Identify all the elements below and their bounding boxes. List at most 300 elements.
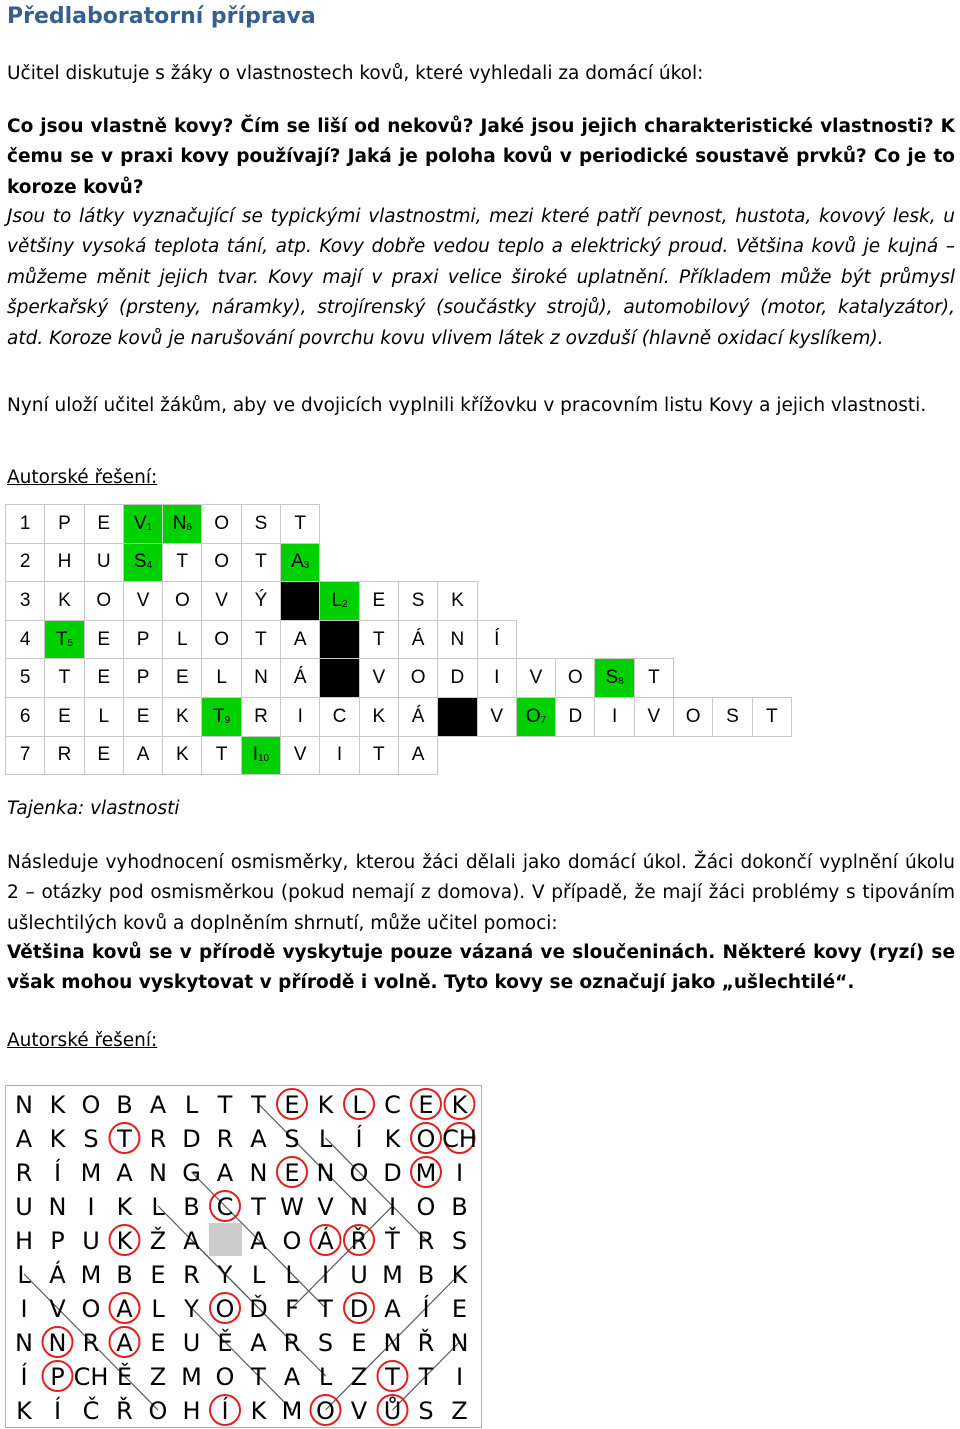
word-search-letter: K — [16, 1397, 32, 1425]
word-search-letter: Ž — [149, 1227, 167, 1255]
word-search-letter: K — [116, 1193, 133, 1221]
word-search-letter: B — [183, 1193, 200, 1221]
crossword-cell: Í — [477, 620, 516, 659]
word-search-letter: CH — [442, 1125, 477, 1153]
word-search-letter: N — [383, 1329, 402, 1357]
word-search-letter: M — [415, 1159, 437, 1187]
word-search-letter: A — [384, 1295, 401, 1323]
crossword-cell — [281, 582, 320, 621]
crossword-cell: O — [202, 620, 241, 659]
word-search-letter: K — [116, 1227, 133, 1255]
word-search-letter: Y — [184, 1295, 199, 1323]
author-solution-text-1: Autorské řešení: — [7, 467, 158, 488]
word-search-letter: T — [117, 1125, 132, 1153]
crossword-row-number: 4 — [6, 620, 45, 659]
crossword-empty — [713, 543, 752, 582]
crossword-cell: T — [241, 543, 280, 582]
crossword-row-number: 5 — [6, 659, 45, 698]
crossword-cell: $V_1$ — [123, 505, 162, 544]
crossword-cell: N — [241, 659, 280, 698]
crossword-cell: E — [163, 659, 202, 698]
crossword-row — [6, 543, 792, 582]
crossword-cell: O — [163, 582, 202, 621]
crossword-cell: K — [163, 736, 202, 775]
crossword-cell: Ý — [241, 582, 280, 621]
word-search-letter: Ř — [116, 1397, 133, 1425]
crossword-empty — [595, 543, 634, 582]
crossword-cell: E — [123, 697, 162, 736]
crossword-cell: E — [84, 659, 123, 698]
crossword-cell: T — [241, 620, 280, 659]
word-search-letter: Ů — [383, 1397, 402, 1425]
crossword-cell: O — [674, 697, 713, 736]
crossword-empty — [595, 620, 634, 659]
crossword-cell: $I_{10}$ — [241, 736, 280, 775]
crossword-empty — [674, 582, 713, 621]
word-search-letter: N — [316, 1159, 335, 1187]
crossword-empty — [595, 736, 634, 775]
word-search-letter: A — [116, 1159, 133, 1187]
crossword-empty — [674, 736, 713, 775]
page-title: Předlaboratorní příprava — [7, 4, 316, 29]
crossword-cell: $T_9$ — [202, 697, 241, 736]
word-search-letter: G — [182, 1159, 201, 1187]
word-search-letter: L — [285, 1261, 299, 1289]
crossword-cell: K — [359, 697, 398, 736]
crossword-row-number: 7 — [6, 736, 45, 775]
crossword-cell: T — [281, 505, 320, 544]
word-search-letter: N — [350, 1193, 368, 1221]
crossword-empty — [477, 543, 516, 582]
word-search-letter: E — [284, 1091, 300, 1119]
crossword-cell: Á — [398, 620, 437, 659]
word-search-letter: D — [349, 1295, 369, 1323]
crossword-cell: V — [359, 659, 398, 698]
crossword-row — [6, 505, 792, 544]
word-search-letter: Á — [49, 1261, 66, 1289]
word-search-letter: K — [49, 1091, 66, 1119]
crossword-cell: I — [281, 697, 320, 736]
crossword-row-number: 6 — [6, 697, 45, 736]
crossword-cell: N — [438, 620, 477, 659]
word-search-letter: M — [80, 1159, 102, 1187]
crossword-empty — [752, 582, 791, 621]
word-search-strike-line — [259, 1104, 363, 1206]
word-search-letter: E — [418, 1091, 434, 1119]
word-search-letter: B — [451, 1193, 468, 1221]
crossword-row — [6, 697, 792, 736]
crossword-cell: $L_2$ — [320, 582, 359, 621]
crossword-empty — [320, 505, 359, 544]
crossword-row-number: 3 — [6, 582, 45, 621]
word-search-letter: A — [250, 1227, 267, 1255]
crossword-cell: O — [202, 505, 241, 544]
word-search-letter: W — [280, 1193, 304, 1221]
word-search-letter: K — [317, 1091, 334, 1119]
crossword-cell: S — [241, 505, 280, 544]
crossword-cell: O — [202, 543, 241, 582]
crossword-empty — [674, 505, 713, 544]
crossword-empty — [477, 505, 516, 544]
word-search-letter: U — [82, 1227, 100, 1255]
crossword-cell: Á — [281, 659, 320, 698]
crossword-cell: $A_3$ — [281, 543, 320, 582]
word-search-letter: O — [81, 1295, 101, 1323]
word-search-letter: Í — [20, 1363, 28, 1391]
word-search-letter: D — [182, 1125, 201, 1153]
crossword-cell: T — [202, 736, 241, 775]
word-search-letter: H — [14, 1227, 34, 1255]
word-search-letter: S — [83, 1125, 99, 1153]
crossword-cell: O — [84, 582, 123, 621]
crossword-cell: A — [398, 736, 437, 775]
word-search-letter: A — [183, 1227, 200, 1255]
word-search-letter: E — [284, 1159, 300, 1187]
crossword-cell: S — [713, 697, 752, 736]
crossword-empty — [634, 505, 673, 544]
word-search-letter: S — [284, 1125, 300, 1153]
crossword-cell: V — [123, 582, 162, 621]
crossword-empty — [556, 505, 595, 544]
word-search-letter: L — [352, 1091, 366, 1119]
crossword-empty — [516, 620, 555, 659]
crossword-cell — [438, 697, 477, 736]
word-search-letter: A — [250, 1329, 267, 1357]
word-search-letter: O — [282, 1227, 302, 1255]
word-search-letter: Í — [221, 1397, 229, 1425]
crossword-cell: $S_4$ — [123, 543, 162, 582]
word-search-letter: Ě — [116, 1363, 133, 1391]
word-search-letter: N — [149, 1159, 167, 1187]
word-search-letter: V — [350, 1397, 368, 1425]
crossword-empty — [438, 543, 477, 582]
word-search-letter: N — [15, 1091, 33, 1119]
crossword-empty — [556, 582, 595, 621]
word-search-letter: E — [150, 1329, 166, 1357]
word-search-letter: T — [251, 1091, 266, 1119]
crossword-cell: Á — [398, 697, 437, 736]
word-search-letter: L — [17, 1261, 31, 1289]
crossword-row — [6, 620, 792, 659]
crossword-empty — [320, 543, 359, 582]
word-search-letter: O — [349, 1159, 369, 1187]
word-search-letter: V — [317, 1193, 334, 1221]
word-search-letter: I — [388, 1193, 397, 1221]
word-search-letter: C — [216, 1193, 234, 1221]
word-search-letter: U — [15, 1193, 33, 1221]
crossword-empty — [398, 505, 437, 544]
word-search-letter: V — [49, 1295, 66, 1323]
crossword-cell: $O_7$ — [516, 697, 555, 736]
word-search-letter: Á — [317, 1227, 334, 1255]
word-search-letter: O — [416, 1125, 436, 1153]
word-search-letter: O — [215, 1363, 235, 1391]
word-search-letter: O — [416, 1193, 436, 1221]
word-search-letter: Ť — [385, 1227, 400, 1255]
crossword-cell: C — [320, 697, 359, 736]
crossword-empty — [359, 505, 398, 544]
crossword-cell: E — [84, 620, 123, 659]
word-search-letter: A — [116, 1295, 133, 1323]
crossword-cell: I — [477, 659, 516, 698]
crossword-empty — [713, 505, 752, 544]
crossword-empty — [556, 736, 595, 775]
crossword-cell: E — [84, 736, 123, 775]
word-search-letter: E — [451, 1295, 468, 1323]
word-search-letter: Ř — [350, 1227, 368, 1255]
crossword-empty — [674, 659, 713, 698]
crossword-cell: E — [359, 582, 398, 621]
word-search-letter: Z — [451, 1397, 468, 1425]
crossword-empty — [595, 582, 634, 621]
word-search-letter: F — [285, 1295, 299, 1323]
crossword-cell: V — [202, 582, 241, 621]
word-search-letter: Ř — [417, 1329, 435, 1357]
crossword-cell: V — [634, 697, 673, 736]
word-search-letter: K — [384, 1125, 401, 1153]
word-search-letter: L — [318, 1125, 333, 1153]
crossword-row-number: 2 — [6, 543, 45, 582]
crossword-cell: V — [281, 736, 320, 775]
crossword-cell: D — [438, 659, 477, 698]
task-paragraph: Nyní uloží učitel žákům, aby ve dvojicích vyplnili křížovku v pracovním listu Kovy a jejich vlastnosti. — [7, 395, 927, 416]
crossword-cell: L — [202, 659, 241, 698]
word-search-letter: Ě — [217, 1329, 233, 1357]
word-search-letter: O — [215, 1295, 235, 1323]
crossword-empty — [752, 659, 791, 698]
word-search-letter: A — [216, 1159, 234, 1187]
crossword-cell: $T_5$ — [45, 620, 84, 659]
word-search-letter: Z — [149, 1363, 167, 1391]
evaluation-paragraph: Následuje vyhodnocení osmisměrky, kterou žáci dělali jako domácí úkol. Žáci dokončí vyplnění úkolu 2 – otázky pod osmisměrkou (pokud nemají z domova). V případě, že mají žáci problémy s tipováním ušlechtilých kovů a doplněním shrnutí, může učitel pomoci: — [7, 852, 955, 934]
word-search-letter: M — [382, 1261, 403, 1289]
word-search-letter: Í — [422, 1295, 430, 1323]
crossword-empty — [713, 736, 752, 775]
crossword-cell — [320, 659, 359, 698]
crossword-cell: T — [45, 659, 84, 698]
crossword-empty — [556, 543, 595, 582]
crossword-empty — [516, 543, 555, 582]
crossword-empty — [516, 736, 555, 775]
crossword-empty — [752, 505, 791, 544]
word-search-letter: E — [351, 1329, 367, 1357]
crossword-cell: T — [634, 659, 673, 698]
crossword-cell: P — [45, 505, 84, 544]
crossword-cell: O — [556, 659, 595, 698]
word-search-letter: L — [318, 1363, 333, 1391]
crossword-cell: E — [45, 697, 84, 736]
word-search-letter: L — [151, 1193, 165, 1221]
crossword-empty — [634, 582, 673, 621]
crossword-empty — [595, 505, 634, 544]
crossword-row — [6, 659, 792, 698]
crossword-empty — [438, 505, 477, 544]
word-search-letter: Í — [53, 1159, 62, 1187]
word-search-letter: I — [455, 1159, 464, 1187]
word-search-letter: O — [148, 1397, 168, 1425]
word-search-letter: N — [48, 1329, 67, 1357]
word-search-letter: S — [317, 1329, 334, 1357]
crossword-cell: U — [84, 543, 123, 582]
word-search-letter: Í — [53, 1397, 62, 1425]
word-search-letter: C — [384, 1091, 401, 1119]
noble-metals-paragraph: Většina kovů se v přírodě vyskytuje pouze vázaná ve sloučeninách. Některé kovy (ryzí) se však mohou vyskytovat v přírodě i volně. Tyto kovy se označují jako „ušlechtilé“. — [7, 942, 955, 994]
word-search-letter: A — [250, 1125, 267, 1153]
author-solution-text-2: Autorské řešení: — [7, 1030, 158, 1051]
crossword-cell: A — [281, 620, 320, 659]
word-search-letter: S — [451, 1227, 468, 1255]
word-search-letter: B — [116, 1091, 133, 1119]
word-search-letter: A — [15, 1125, 33, 1153]
intro-paragraph: Učitel diskutuje s žáky o vlastnostech kovů, které vyhledali za domácí úkol: — [7, 63, 704, 84]
word-search-letter: M — [80, 1261, 102, 1289]
crossword-cell: R — [45, 736, 84, 775]
crossword-cell: L — [163, 620, 202, 659]
crossword-empty — [477, 582, 516, 621]
word-search-letter: A — [283, 1363, 301, 1391]
crossword-empty — [516, 582, 555, 621]
word-search-letter: U — [182, 1329, 201, 1357]
crossword-empty — [752, 543, 791, 582]
word-search-letter: Č — [82, 1397, 100, 1425]
crossword-cell: I — [595, 697, 634, 736]
word-search-letter: K — [451, 1091, 468, 1119]
word-search-letter: CH — [73, 1363, 109, 1391]
crossword-cell: D — [556, 697, 595, 736]
word-search-letter: K — [250, 1397, 267, 1425]
word-search-letter: L — [151, 1295, 165, 1323]
crossword-cell: K — [438, 582, 477, 621]
word-search-letter: N — [15, 1329, 33, 1357]
word-search-letter: O — [81, 1091, 101, 1119]
answer-paragraph: Jsou to látky vyznačující se typickými vlastnostmi, mezi které patří pevnost, hustota, kovový lesk, u většiny vysoká teplota tání, atp. Kovy dobře vedou teplo a elektrický proud. Většina kovů je kujná – můžeme měnit jejich tvar. Kovy mají v praxi velice široké uplatnění. Příkladem může být průmysl šperkařský (prsteny, náramky), strojírenský (součástky strojů), automobilový (motor, katalyzátor), atd. Koroze kovů je narušování povrchu kovu vlivem látek z ovzduší (hlavně oxidací kyslíkem). — [7, 206, 955, 349]
word-search-letter: I — [455, 1363, 464, 1391]
crossword-cell: $S_8$ — [595, 659, 634, 698]
word-search-letter: M — [281, 1397, 303, 1425]
word-search-letter: N — [450, 1329, 469, 1357]
word-search-strike-line — [292, 1206, 393, 1308]
word-search-letter: R — [283, 1329, 301, 1357]
crossword-cell: A — [123, 736, 162, 775]
crossword-empty — [477, 736, 516, 775]
crossword-cell: V — [477, 697, 516, 736]
crossword-cell: K — [163, 697, 202, 736]
author-solution-label-1 — [7, 463, 955, 493]
crossword-empty — [752, 736, 791, 775]
crossword-empty — [713, 582, 752, 621]
word-search-letter: B — [417, 1261, 435, 1289]
word-search-letter: R — [82, 1329, 100, 1357]
word-search-letter: D — [383, 1159, 402, 1187]
word-search-letter: L — [251, 1261, 266, 1289]
word-search-letter: I — [87, 1193, 95, 1221]
word-search-letter: R — [149, 1125, 167, 1153]
crossword-cell: H — [45, 543, 84, 582]
word-search-letter: R — [183, 1261, 200, 1289]
crossword-empty — [359, 543, 398, 582]
word-search-letter: Í — [355, 1125, 363, 1153]
word-search-letter: T — [385, 1363, 400, 1391]
crossword-cell: S — [398, 582, 437, 621]
questions-paragraph: Co jsou vlastně kovy? Čím se liší od nekovů? Jaké jsou jejich charakteristické vlastnosti? K čemu se v praxi kovy používají? Jaká je poloha kovů v periodické soustavě prvků? Co je to koroze kovů? — [7, 116, 955, 198]
crossword-grid — [5, 504, 792, 775]
crossword-empty — [634, 736, 673, 775]
tajenka-label: Tajenka: vlastnosti — [7, 798, 180, 819]
word-search-letter: R — [417, 1227, 435, 1255]
crossword-empty — [556, 620, 595, 659]
crossword-empty — [438, 736, 477, 775]
word-search-letter: I — [321, 1261, 330, 1289]
crossword-cell: T — [163, 543, 202, 582]
word-search-letter: M — [181, 1363, 202, 1391]
word-search-letter: T — [217, 1091, 233, 1119]
word-search-letter: R — [15, 1159, 33, 1187]
crossword-cell: L — [84, 697, 123, 736]
crossword-row — [6, 582, 792, 621]
crossword-cell: E — [84, 505, 123, 544]
word-search-letter: O — [316, 1397, 335, 1425]
crossword-cell: V — [516, 659, 555, 698]
author-solution-label-2 — [7, 1026, 955, 1056]
word-search-letter: H — [182, 1397, 201, 1425]
word-search-letter: N — [48, 1193, 67, 1221]
crossword-empty — [516, 505, 555, 544]
word-search-letter: S — [418, 1397, 434, 1425]
word-search-letter: N — [249, 1159, 268, 1187]
word-search-letter: Z — [350, 1363, 368, 1391]
word-search-svg — [6, 1086, 483, 1429]
word-search-letter: B — [116, 1261, 133, 1289]
word-search-letter: E — [150, 1261, 166, 1289]
word-search-letter: K — [451, 1261, 468, 1289]
word-search-grid — [5, 1085, 482, 1428]
word-search-letter: K — [49, 1125, 66, 1153]
word-search-letter: T — [318, 1295, 333, 1323]
word-search-strike-line — [192, 1308, 293, 1410]
word-search-letter: I — [20, 1295, 28, 1323]
crossword-cell: T — [359, 620, 398, 659]
crossword-cell: R — [241, 697, 280, 736]
word-search-letter: T — [251, 1363, 266, 1391]
word-search-strike-line — [326, 1138, 427, 1240]
crossword-cell: P — [123, 620, 162, 659]
crossword-empty — [634, 543, 673, 582]
crossword-empty — [713, 620, 752, 659]
crossword-empty — [752, 620, 791, 659]
word-search-letter: A — [116, 1329, 133, 1357]
word-search-letter: P — [50, 1227, 65, 1255]
crossword-row-number: 1 — [6, 505, 45, 544]
crossword-empty — [674, 543, 713, 582]
crossword-cell: I — [320, 736, 359, 775]
word-search-letter: L — [184, 1091, 199, 1119]
word-search-letter: T — [251, 1193, 266, 1221]
word-search-letter: R — [216, 1125, 234, 1153]
crossword-cell: T — [359, 736, 398, 775]
crossword-empty — [634, 620, 673, 659]
crossword-empty — [713, 659, 752, 698]
crossword-cell: K — [45, 582, 84, 621]
word-search-letter: U — [350, 1261, 368, 1289]
word-search-blank-cell — [209, 1223, 242, 1256]
crossword-cell — [320, 620, 359, 659]
word-search-letter: Ď — [249, 1295, 268, 1323]
crossword-row — [6, 736, 792, 775]
crossword-cell: T — [752, 697, 791, 736]
word-search-letter: Y — [217, 1261, 233, 1289]
crossword-cell: P — [123, 659, 162, 698]
crossword-cell: $N_6$ — [163, 505, 202, 544]
